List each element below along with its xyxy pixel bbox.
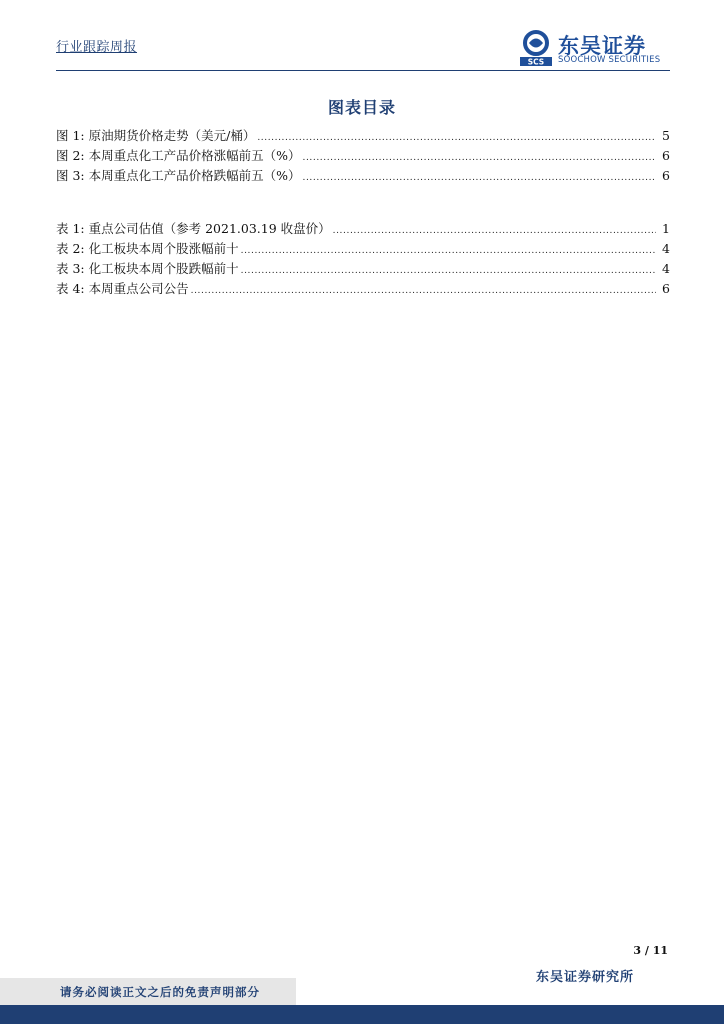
toc-entry-table-1[interactable]: [56, 219, 670, 239]
report-type-label: 行业跟踪周报: [56, 40, 138, 55]
toc-leader-dots: [303, 168, 657, 188]
toc-entry-label: 表 4: 本周重点公司公告: [56, 281, 189, 296]
toc-entry-page: 4: [662, 241, 670, 256]
toc-entry-table-2[interactable]: [56, 239, 670, 259]
company-logo: [520, 30, 670, 68]
toc-entry-label: 图 1: 原油期货价格走势（美元/桶）: [56, 128, 256, 143]
toc-entry-page: 1: [662, 221, 670, 236]
toc-leader-dots: [257, 128, 656, 148]
toc-entry-page: 4: [662, 261, 670, 276]
company-name-cn: 东吴证券: [558, 34, 646, 58]
toc-entry-label: 表 2: 化工板块本周个股涨幅前十: [56, 241, 239, 256]
toc-title: 图表目录: [327, 98, 396, 117]
toc-leader-dots: [241, 241, 656, 261]
toc-entry-page: 6: [662, 168, 670, 183]
logo-mark-text: SCS: [527, 57, 545, 66]
toc-entry-page: 5: [662, 128, 670, 143]
toc-entry-figure-2[interactable]: [56, 146, 670, 166]
research-institute-name: 东吴证券研究所: [535, 970, 634, 985]
toc-entry-label: 图 2: 本周重点化工产品价格涨幅前五（%）: [56, 148, 301, 163]
toc-entry-table-3[interactable]: [56, 259, 670, 279]
header-divider: [56, 70, 670, 71]
toc-leader-dots: [241, 261, 656, 281]
toc-leader-dots: [303, 148, 657, 168]
toc-entry-page: 6: [662, 281, 670, 296]
page-number: 3 / 11: [633, 944, 668, 957]
scs-logo-icon: [520, 30, 552, 66]
table-list: [56, 219, 670, 299]
toc-entry-figure-1[interactable]: [56, 126, 670, 146]
toc-entry-figure-3[interactable]: [56, 166, 670, 186]
toc-entry-label: 表 1: 重点公司估值（参考 2021.03.19 收盘价）: [56, 221, 331, 236]
figure-list: [56, 126, 670, 186]
footer-bar: [0, 1005, 724, 1024]
toc-entry-label: 图 3: 本周重点化工产品价格跌幅前五（%）: [56, 168, 301, 183]
toc-leader-dots: [333, 221, 656, 241]
company-name-en: SOOCHOW SECURITIES: [558, 55, 661, 65]
toc-entry-table-4[interactable]: [56, 279, 670, 299]
toc-entry-label: 表 3: 化工板块本周个股跌幅前十: [56, 261, 239, 276]
toc-entry-page: 6: [662, 148, 670, 163]
disclaimer-text: 请务必阅读正文之后的免责声明部分: [60, 985, 260, 999]
toc-leader-dots: [191, 281, 656, 301]
